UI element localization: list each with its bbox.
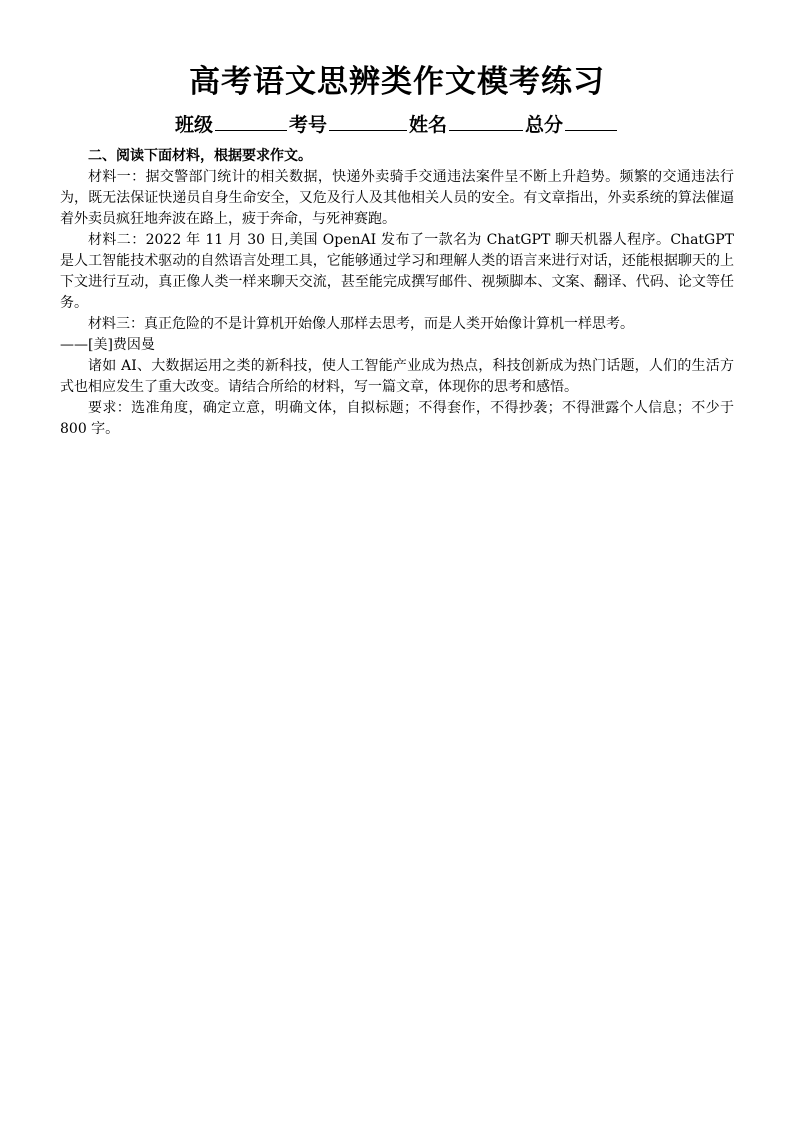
name-blank[interactable] xyxy=(449,110,523,131)
section-heading: 二、阅读下面材料，根据要求作文。 xyxy=(88,148,312,164)
student-info-line xyxy=(0,110,794,139)
material-one: 材料一：据交警部门统计的相关数据，快递外卖骑手交通违法案件呈不断上升趋势。频繁的交通违法行为，既无法保证快递员自身生命安全，又危及行人及其他相关人员的安全。有文章指出，外卖系统的算法催逼着外卖员疯狂地奔波在路上，疲于奔命，与死神赛跑。 xyxy=(60,169,734,227)
name-label: 姓名 xyxy=(409,114,448,136)
quote-attribution: ——[美]费因曼 xyxy=(60,337,155,353)
writing-requirements: 要求：选准角度，确定立意，明确文体，自拟标题；不得套作，不得抄袭；不得泄露个人信息；不少于 800 字。 xyxy=(60,400,734,437)
page-title: 高考语文思辨类作文模考练习 xyxy=(189,64,605,100)
writing-prompt: 诸如 AI、大数据运用之类的新科技，使人工智能产业成为热点，科技创新成为热门话题，人们的生活方式也相应发生了重大改变。请结合所给的材料，写一篇文章，体现你的思考和感悟。 xyxy=(60,358,734,395)
material-two: 材料二：2022 年 11 月 30 日,美国 OpenAI 发布了一款名为 ChatGPT 聊天机器人程序。ChatGPT 是人工智能技术驱动的自然语言处理工具，它能够通过学习和理解人类的语言来进行对话，还能根据聊天的上下文进行互动，真正像人类一样来聊天交流，甚至能完成撰写邮件、视频脚本、文案、翻译、代码、论文等任务。 xyxy=(60,232,734,311)
score-label: 总分 xyxy=(525,114,564,136)
exam-number-label: 考号 xyxy=(288,114,327,136)
class-label: 班级 xyxy=(174,114,213,136)
question-content xyxy=(60,146,734,440)
exam-number-blank[interactable] xyxy=(329,110,407,131)
score-blank[interactable] xyxy=(565,110,617,131)
material-three: 材料三：真正危险的不是计算机开始像人那样去思考，而是人类开始像计算机一样思考。 xyxy=(88,316,634,332)
class-blank[interactable] xyxy=(215,110,287,131)
